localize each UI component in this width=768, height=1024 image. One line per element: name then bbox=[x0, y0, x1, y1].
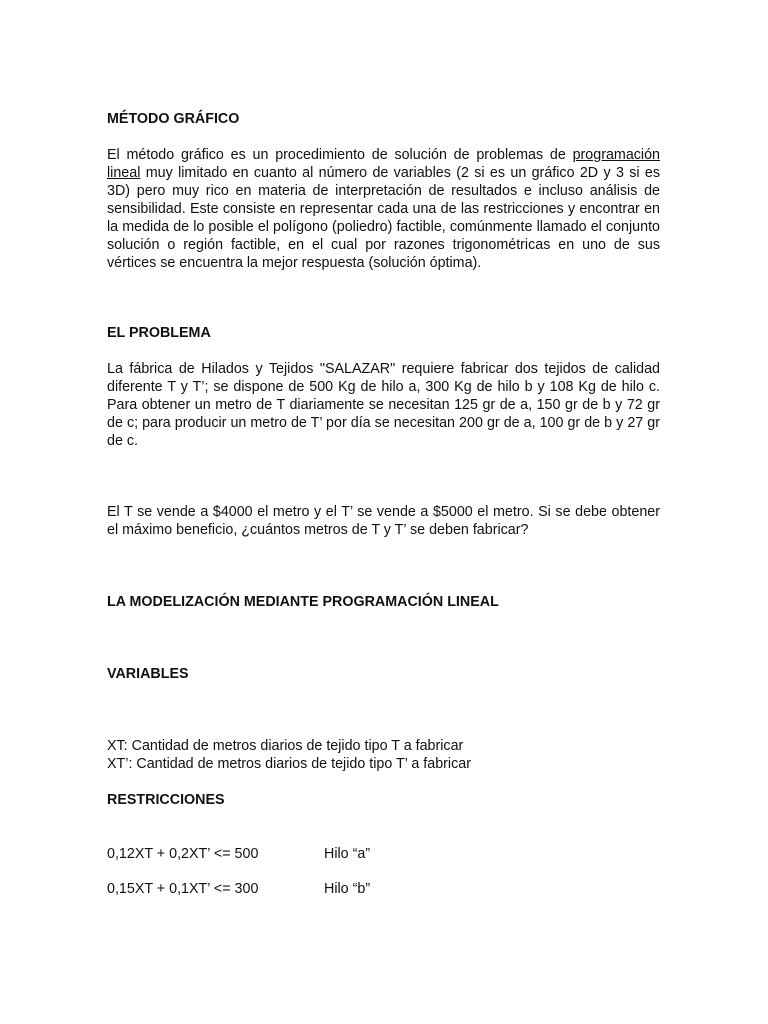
heading-el-problema: EL PROBLEMA bbox=[107, 325, 211, 341]
paragraph-text-start: El método gráfico es un procedimiento de solución de problemas de bbox=[107, 147, 573, 163]
heading-variables: VARIABLES bbox=[107, 666, 189, 682]
heading-restricciones: RESTRICCIONES bbox=[107, 792, 225, 808]
paragraph-problema: La fábrica de Hilados y Tejidos "SALAZAR" requiere fabricar dos tejidos de calidad diferente T y T’; se dispone de 500 Kg de hilo a, 300 Kg de hilo b y 108 Kg de hilo c. Para obtener un metro de T diariamente se necesitan 125 gr de a, 150 gr de b y 72 gr de c; para producir un metro de T’ por día se necesitan 200 gr de a, 100 gr de b y 27 gr de c. bbox=[107, 361, 660, 449]
restriction-row-a bbox=[107, 845, 660, 863]
variable-xt-prime: XT’: Cantidad de metros diarios de tejido tipo T’ a fabricar bbox=[107, 756, 471, 772]
restriction-equation: 0,12XT + 0,2XT’ <= 500 bbox=[107, 846, 259, 862]
link-programacion-lineal[interactable]: programación lineal bbox=[107, 147, 660, 181]
heading-metodo-grafico: MÉTODO GRÁFICO bbox=[107, 111, 240, 127]
paragraph-text-rest: muy limitado en cuanto al número de variables (2 si es un gráfico 2D y 3 si es 3D) pero muy rico en materia de interpretación de resultados e incluso análisis de sensibilidad. Este consiste en representar cada una de las restricciones y encontrar en la medida de lo posible el polígono (poliedro) factible, comúnmente llamado el conjunto solución o región factible, en el cual por razones trigonométricas en uno de sus vértices se encuentra la mejor respuesta (solución óptima). bbox=[107, 165, 660, 271]
variable-xt: XT: Cantidad de metros diarios de tejido tipo T a fabricar bbox=[107, 738, 464, 754]
paragraph-venta: El T se vende a $4000 el metro y el T’ se vende a $5000 el metro. Si se debe obtener el máximo beneficio, ¿cuántos metros de T y T’ se deben fabricar? bbox=[107, 504, 660, 538]
restriction-equation: 0,15XT + 0,1XT’ <= 300 bbox=[107, 881, 259, 897]
restriction-label: Hilo “b” bbox=[324, 881, 371, 897]
variables-list bbox=[107, 737, 660, 773]
restriction-row-b bbox=[107, 880, 660, 898]
heading-modelizacion: LA MODELIZACIÓN MEDIANTE PROGRAMACIÓN LINEAL bbox=[107, 594, 499, 610]
paragraph-metodo-grafico bbox=[107, 146, 660, 272]
document-page bbox=[107, 0, 660, 1024]
restriction-label: Hilo “a” bbox=[324, 846, 371, 862]
